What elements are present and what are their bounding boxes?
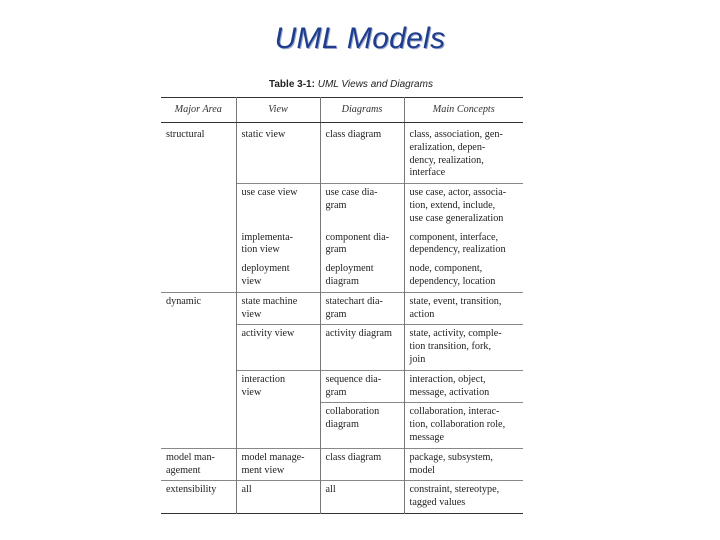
cell-view (236, 260, 320, 292)
cell-major-area: extensibility (161, 481, 236, 514)
cell-diagram-line: component dia- (325, 231, 390, 243)
cell-view-line: ment view (241, 464, 285, 476)
cell-diagram-line: collaboration (325, 406, 380, 418)
cell-view (236, 403, 320, 448)
cell-diagram-line: gram (325, 308, 347, 320)
cell-diagram (320, 229, 404, 261)
cell-diagram-line: all (325, 484, 336, 496)
cell-concepts-line: tion, extend, include, (409, 199, 496, 211)
cell-concepts-line: interaction, object, (409, 373, 486, 385)
table-caption-title: UML Views and Diagrams (317, 79, 433, 90)
cell-diagram (320, 481, 404, 514)
cell-diagram (320, 260, 404, 292)
table-row (161, 260, 523, 292)
table-row (161, 184, 523, 229)
cell-diagram-line: gram (325, 199, 347, 211)
cell-concepts (404, 403, 523, 448)
cell-concepts-line: tagged values (409, 497, 466, 509)
cell-concepts-line: package, subsystem, (409, 451, 493, 463)
table-caption-label: Table 3-1: (269, 79, 315, 90)
cell-view-line: deployment (241, 263, 290, 275)
cell-concepts-line: tion, collaboration role, (409, 419, 506, 431)
cell-view (236, 123, 320, 184)
cell-view (236, 370, 320, 403)
cell-diagram-line: class diagram (325, 451, 382, 463)
cell-major-area (161, 325, 236, 370)
cell-diagram (320, 448, 404, 481)
cell-view-line: static view (241, 129, 286, 140)
header-diagrams: Diagrams (320, 98, 404, 123)
cell-concepts-line: dependency, realization (409, 244, 506, 256)
header-major-area: Major Area (161, 98, 236, 123)
cell-concepts-line: state, activity, comple- (409, 328, 502, 340)
cell-view-line: tion view (241, 244, 280, 256)
cell-concepts (404, 292, 523, 325)
cell-view (236, 481, 320, 514)
cell-concepts-line: use case generalization (409, 212, 504, 224)
table-caption (269, 79, 433, 90)
cell-diagram (320, 184, 404, 229)
cell-diagram (320, 325, 404, 370)
table-row (161, 292, 523, 325)
cell-concepts (404, 184, 523, 229)
table-row (161, 123, 523, 184)
table-row (161, 481, 523, 514)
table-row (161, 403, 523, 448)
cell-view (236, 184, 320, 229)
table-row (161, 325, 523, 370)
cell-concepts-line: model (409, 464, 435, 476)
cell-diagram-line: use case dia- (325, 187, 378, 199)
cell-major-area: model man- agement (161, 448, 236, 481)
cell-diagram-line: activity diagram (325, 328, 392, 340)
cell-major-area (161, 229, 236, 261)
cell-diagram-line: sequence dia- (325, 373, 382, 385)
cell-major-area (161, 370, 236, 403)
cell-concepts-line: component, interface, (409, 231, 499, 243)
cell-view (236, 448, 320, 481)
cell-concepts (404, 260, 523, 292)
cell-concepts (404, 229, 523, 261)
slide-title: UML Models (274, 22, 446, 55)
cell-diagram (320, 123, 404, 184)
cell-concepts-line: action (409, 308, 435, 320)
cell-view-line: state machine (241, 295, 298, 307)
cell-view-line: interaction (241, 373, 286, 385)
cell-view-line: model manage- (241, 451, 305, 463)
uml-views-table (161, 97, 523, 514)
cell-concepts-line: message (409, 431, 445, 443)
cell-diagram-line: gram (325, 386, 347, 398)
cell-diagram-line: deployment (325, 263, 374, 275)
cell-concepts-line: collaboration, interac- (409, 406, 500, 418)
cell-concepts-line: use case, actor, associa- (409, 187, 507, 199)
table-row (161, 229, 523, 261)
cell-diagram-line: class diagram (325, 129, 382, 140)
cell-view-line: view (241, 308, 262, 320)
cell-concepts-line: dependency, location (409, 275, 496, 287)
cell-major-area (161, 403, 236, 448)
cell-view-line: view (241, 386, 262, 398)
cell-view-line: implementa- (241, 231, 293, 243)
table-row (161, 370, 523, 403)
cell-diagram-line: gram (325, 244, 347, 256)
cell-concepts (404, 325, 523, 370)
cell-concepts (404, 370, 523, 403)
cell-concepts-line: node, component, (409, 263, 483, 275)
cell-view-line: activity view (241, 328, 295, 340)
cell-view-line: use case view (241, 187, 298, 199)
cell-diagram-line: statechart dia- (325, 295, 383, 307)
cell-concepts-line: state, event, transition, (409, 295, 502, 307)
cell-diagram (320, 292, 404, 325)
cell-view-line: all (241, 484, 252, 496)
header-view: View (236, 98, 320, 123)
table-body (161, 123, 523, 514)
cell-concepts (404, 481, 523, 514)
cell-concepts (404, 448, 523, 481)
cell-concepts-line: interface (409, 167, 446, 179)
cell-diagram-line: diagram (325, 275, 359, 287)
table-header-row (161, 98, 523, 123)
cell-diagram-line: diagram (325, 419, 359, 431)
cell-concepts-line: dency, realization, (409, 154, 484, 166)
cell-concepts-line: class, association, gen- (409, 129, 503, 140)
header-main-concepts: Main Concepts (404, 98, 523, 123)
cell-concepts-line: eralization, depen- (409, 141, 486, 153)
cell-major-area: dynamic (161, 292, 236, 325)
cell-view-line: view (241, 275, 262, 287)
cell-view (236, 292, 320, 325)
cell-major-area (161, 184, 236, 229)
cell-major-area: structural (161, 123, 236, 184)
cell-major-area (161, 260, 236, 292)
cell-view (236, 229, 320, 261)
cell-concepts-line: tion transition, fork, (409, 341, 491, 353)
cell-concepts-line: join (409, 353, 426, 365)
table-row (161, 448, 523, 481)
cell-diagram (320, 370, 404, 403)
cell-concepts (404, 123, 523, 184)
cell-diagram (320, 403, 404, 448)
cell-view (236, 325, 320, 370)
cell-concepts-line: message, activation (409, 386, 490, 398)
cell-concepts-line: constraint, stereotype, (409, 484, 500, 496)
